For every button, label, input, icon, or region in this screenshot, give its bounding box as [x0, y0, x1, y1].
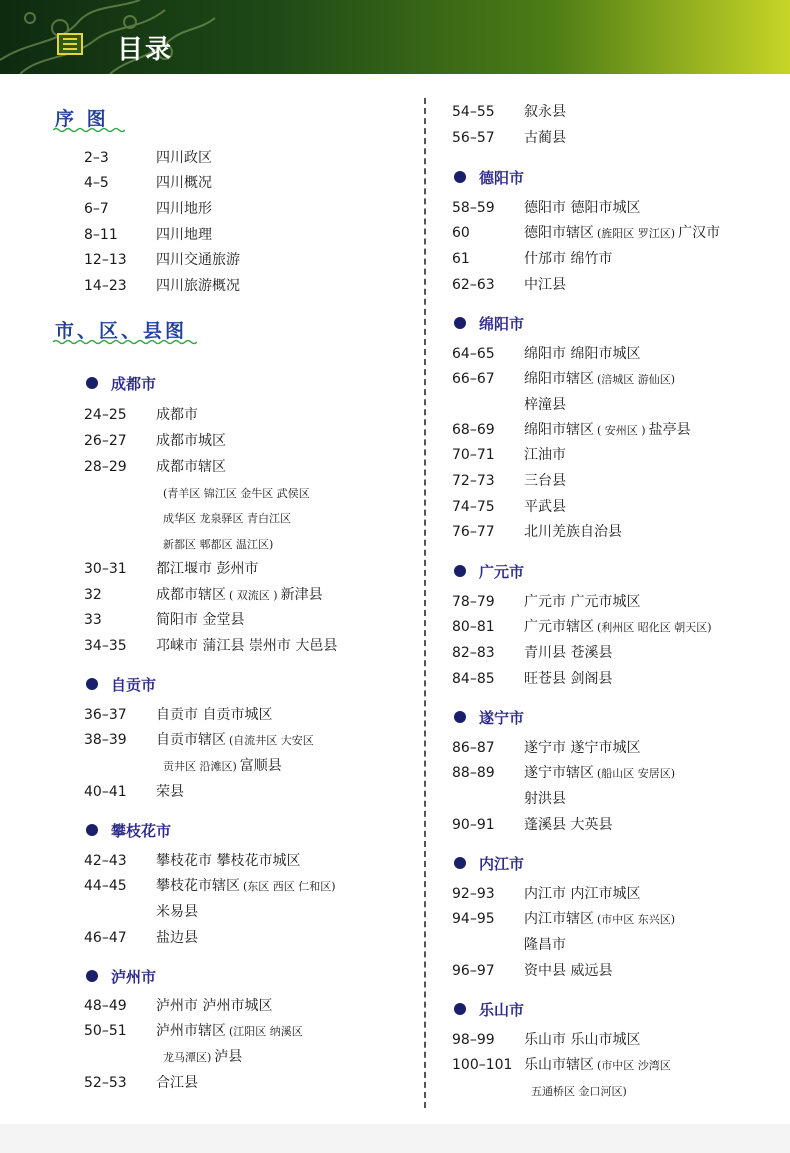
map-title: 米易县: [156, 904, 198, 920]
entry-title: [156, 432, 226, 450]
map-title: 攀枝花市辖区: [156, 878, 240, 894]
map-title: 盐边县: [156, 930, 198, 946]
wave-underline-icon: [53, 339, 197, 345]
page-footer-band: [0, 1124, 790, 1153]
page-range: 82–83: [452, 645, 495, 661]
entry-title: [156, 637, 337, 655]
entry-title: [156, 149, 212, 167]
map-title: 三台县: [524, 473, 566, 489]
map-title: 蓬溪县 大英县: [524, 817, 613, 833]
entry-title: [524, 618, 715, 637]
entry-title: [156, 560, 258, 578]
map-title: 遂宁市 遂宁市城区: [524, 740, 641, 756]
map-title: 资中县 威远县: [524, 963, 613, 979]
district-list: (江阳区 纳溪区: [229, 1025, 303, 1038]
entry-title: [156, 731, 317, 750]
city-heading: 乐山市: [479, 1001, 525, 1019]
entry-title: [524, 370, 678, 389]
district-list: 贡井区 沿滩区): [163, 760, 237, 773]
page-range: 33: [84, 612, 102, 628]
district-list: (利州区 昭化区 朝天区): [597, 621, 712, 634]
map-title: 简阳市 金堂县: [156, 612, 245, 628]
page-range: 8–11: [84, 227, 118, 243]
city-heading: 自贡市: [111, 676, 157, 694]
entry-title: [156, 783, 184, 801]
entry-title: [524, 910, 678, 929]
map-title: 绵阳市 绵阳市城区: [524, 346, 641, 362]
wave-underline-icon: [53, 127, 125, 133]
entry-title: [524, 764, 678, 783]
page-range: 4–5: [84, 175, 109, 191]
map-title: 旺苍县 剑阁县: [524, 671, 613, 687]
entry-title: [524, 472, 566, 490]
map-title: 四川交通旅游: [156, 252, 240, 268]
city-heading: 内江市: [479, 855, 525, 873]
page-range: 88–89: [452, 765, 495, 781]
page-range: 40–41: [84, 784, 127, 800]
page-range: 38–39: [84, 732, 127, 748]
map-title: 都江堰市 彭州市: [156, 561, 259, 577]
page-range: 26–27: [84, 433, 127, 449]
page-range: 52–53: [84, 1075, 127, 1091]
city-heading: 绵阳市: [479, 315, 525, 333]
map-title: 成都市: [156, 407, 198, 423]
map-title: 泸县: [214, 1049, 243, 1065]
entry-title: [156, 1074, 198, 1092]
page-range: 66–67: [452, 371, 495, 387]
entry-title: [160, 535, 276, 554]
entry-title: [156, 903, 198, 921]
map-title: 富顺县: [239, 758, 282, 774]
entry-title: [524, 250, 612, 268]
map-title: 四川政区: [156, 150, 212, 166]
section-title-preface: 序 图: [55, 108, 109, 130]
district-list: 龙马潭区): [163, 1051, 212, 1064]
city-heading: 遂宁市: [479, 709, 525, 727]
entry-title: [156, 997, 272, 1015]
city-heading: 德阳市: [479, 169, 525, 187]
map-title: 四川地形: [156, 201, 212, 217]
entry-title: [156, 200, 212, 218]
map-title: 平武县: [524, 499, 566, 515]
entry-title: [156, 174, 212, 192]
city-heading: 攀枝花市: [111, 822, 172, 840]
page-range: 90–91: [452, 817, 495, 833]
map-title: 梓潼县: [524, 397, 566, 413]
entry-title: [160, 484, 313, 503]
map-title: 盐亭县: [648, 422, 691, 438]
page-range: 46–47: [84, 930, 127, 946]
section-title-maps: 市、区、县图: [55, 320, 188, 342]
map-title: 自贡市 自贡市城区: [156, 707, 273, 723]
entry-title: [156, 852, 300, 870]
entry-title: [160, 509, 294, 528]
map-title: 隆昌市: [524, 937, 566, 953]
map-title: 自贡市辖区: [156, 732, 226, 748]
entry-title: [524, 1056, 674, 1075]
district-list: ( 双流区 ): [229, 589, 278, 602]
entry-title: [156, 611, 244, 629]
entry-title: [524, 790, 566, 808]
city-heading: 广元市: [479, 563, 525, 581]
page-range: 80–81: [452, 619, 495, 635]
page-range: 86–87: [452, 740, 495, 756]
entry-title: [156, 251, 240, 269]
page-range: 61: [452, 251, 470, 267]
page-range: 30–31: [84, 561, 127, 577]
map-title: 中江县: [524, 277, 566, 293]
page-range: 68–69: [452, 422, 495, 438]
district-list: 新都区 郫都区 温江区): [163, 538, 274, 551]
district-list: 五通桥区 金口河区): [531, 1085, 627, 1098]
entry-title: [524, 396, 566, 414]
entry-title: [524, 446, 566, 464]
page-range: 14–23: [84, 278, 127, 294]
district-list: (自流井区 大安区: [229, 734, 314, 747]
page-range: 34–35: [84, 638, 127, 654]
page-range: 96–97: [452, 963, 495, 979]
map-title: 德阳市辖区: [524, 225, 594, 241]
page-range: 60: [452, 225, 470, 241]
district-list: (东区 西区 仁和区): [243, 880, 336, 893]
map-title: 叙永县: [524, 104, 566, 120]
leaf-ornament-icon: [0, 0, 220, 74]
page-range: 74–75: [452, 499, 495, 515]
bullet-icon: [454, 317, 466, 329]
entry-title: [524, 936, 566, 954]
entry-title: [524, 276, 566, 294]
entry-title: [524, 1031, 640, 1049]
district-list: (青羊区 锦江区 金牛区 武侯区: [163, 487, 310, 500]
entry-title: [524, 199, 640, 217]
entry-title: [528, 1082, 630, 1101]
page-range: 42–43: [84, 853, 127, 869]
entry-title: [524, 224, 720, 243]
district-list: (市中区 沙湾区: [597, 1059, 671, 1072]
page-header: [0, 0, 790, 74]
map-title: 成都市辖区: [156, 459, 226, 475]
entry-title: [524, 644, 612, 662]
page-range: 56–57: [452, 130, 495, 146]
page-range: 58–59: [452, 200, 495, 216]
map-title: 泸州市 泸州市城区: [156, 998, 273, 1014]
entry-title: [156, 458, 226, 476]
entry-title: [160, 757, 282, 776]
map-title: 广元市 广元市城区: [524, 594, 641, 610]
district-list: ( 安州区 ): [597, 424, 646, 437]
entry-title: [524, 103, 566, 121]
map-title: 合江县: [156, 1075, 198, 1091]
district-list: 成华区 龙泉驿区 青白江区: [163, 512, 291, 525]
map-title: 新津县: [280, 587, 323, 603]
map-title: 四川地理: [156, 227, 212, 243]
page-range: 70–71: [452, 447, 495, 463]
entry-title: [156, 706, 272, 724]
bullet-icon: [86, 678, 98, 690]
entry-title: [524, 345, 640, 363]
map-title: 遂宁市辖区: [524, 765, 594, 781]
map-title: 四川概况: [156, 175, 212, 191]
map-title: 什邡市 绵竹市: [524, 251, 613, 267]
page-range: 54–55: [452, 104, 495, 120]
entry-title: [524, 885, 640, 903]
entry-title: [156, 929, 198, 947]
entry-title: [156, 406, 198, 424]
column-divider: [424, 98, 426, 1108]
bullet-icon: [86, 824, 98, 836]
map-title: 北川羌族自治县: [524, 524, 622, 540]
district-list: (涪城区 游仙区): [597, 373, 676, 386]
page-range: 64–65: [452, 346, 495, 362]
page-range: 36–37: [84, 707, 127, 723]
page-range: 32: [84, 587, 102, 603]
bullet-icon: [454, 711, 466, 723]
entry-title: [156, 586, 323, 605]
city-heading: 泸州市: [111, 968, 157, 986]
map-title: 成都市城区: [156, 433, 226, 449]
map-title: 广汉市: [678, 225, 721, 241]
page-range: 28–29: [84, 459, 127, 475]
entry-title: [524, 421, 691, 440]
entry-title: [524, 670, 612, 688]
map-title: 内江市 内江市城区: [524, 886, 641, 902]
district-list: (市中区 东兴区): [597, 913, 676, 926]
map-title: 绵阳市辖区: [524, 371, 594, 387]
entry-title: [156, 226, 212, 244]
map-title: 四川旅游概况: [156, 278, 240, 294]
page-range: 2–3: [84, 150, 109, 166]
page-range: 76–77: [452, 524, 495, 540]
page-range: 98–99: [452, 1032, 495, 1048]
entry-title: [156, 1022, 306, 1041]
map-title: 泸州市辖区: [156, 1023, 226, 1039]
map-title: 青川县 苍溪县: [524, 645, 613, 661]
bullet-icon: [454, 857, 466, 869]
page-range: 92–93: [452, 886, 495, 902]
bullet-icon: [86, 377, 98, 389]
page-range: 6–7: [84, 201, 109, 217]
map-title: 荣县: [156, 784, 184, 800]
entry-title: [524, 593, 640, 611]
map-title: 射洪县: [524, 791, 566, 807]
entry-title: [524, 962, 612, 980]
map-title: 乐山市辖区: [524, 1057, 594, 1073]
page-range: 12–13: [84, 252, 127, 268]
page-range: 84–85: [452, 671, 495, 687]
entry-title: [156, 877, 339, 896]
page-range: 44–45: [84, 878, 127, 894]
page-range: 62–63: [452, 277, 495, 293]
page-range: 48–49: [84, 998, 127, 1014]
page-range: 94–95: [452, 911, 495, 927]
district-list: (旌阳区 罗江区): [597, 227, 676, 240]
map-title: 攀枝花市 攀枝花市城区: [156, 853, 301, 869]
entry-title: [156, 277, 240, 295]
list-icon: [57, 33, 83, 55]
bullet-icon: [86, 970, 98, 982]
entry-title: [160, 1048, 242, 1067]
entry-title: [524, 129, 566, 147]
entry-title: [524, 498, 566, 516]
map-title: 江油市: [524, 447, 566, 463]
map-title: 乐山市 乐山市城区: [524, 1032, 641, 1048]
map-title: 古蔺县: [524, 130, 566, 146]
entry-title: [524, 816, 612, 834]
city-heading: 成都市: [111, 375, 157, 393]
map-title: 邛崃市 蒲江县 崇州市 大邑县: [156, 638, 338, 654]
bullet-icon: [454, 171, 466, 183]
entry-title: [524, 523, 622, 541]
page-range: 24–25: [84, 407, 127, 423]
bullet-icon: [454, 565, 466, 577]
bullet-icon: [454, 1003, 466, 1015]
map-title: 内江市辖区: [524, 911, 594, 927]
page-range: 50–51: [84, 1023, 127, 1039]
page-range: 72–73: [452, 473, 495, 489]
page-range: 100–101: [452, 1057, 513, 1073]
map-title: 广元市辖区: [524, 619, 594, 635]
map-title: 绵阳市辖区: [524, 422, 594, 438]
district-list: (船山区 安居区): [597, 767, 676, 780]
map-title: 成都市辖区: [156, 587, 226, 603]
page-range: 78–79: [452, 594, 495, 610]
page-title: 目录: [117, 35, 174, 65]
entry-title: [524, 739, 640, 757]
map-title: 德阳市 德阳市城区: [524, 200, 641, 216]
